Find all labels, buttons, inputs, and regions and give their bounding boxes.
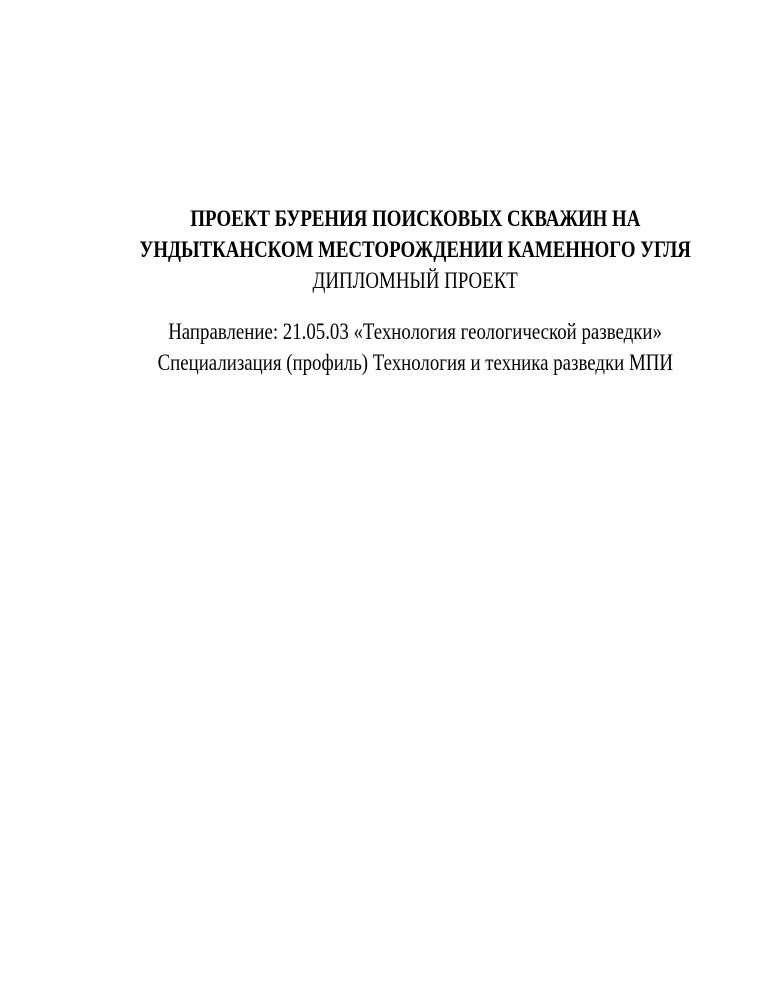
title-page-content: [113, 0, 717, 378]
document-title-line-1: ПРОЕКТ БУРЕНИЯ ПОИСКОВЫХ СКВАЖИН НА: [190, 206, 640, 231]
document-type-subtitle: ДИПЛОМНЫЙ ПРОЕКТ: [312, 268, 518, 293]
blank-line-spacer: [113, 296, 717, 316]
document-title-line-2: УНДЫТКАНСКОМ МЕСТОРОЖДЕНИИ КАМЕННОГО УГЛЯ: [139, 237, 691, 262]
direction-line: Направление: 21.05.03 «Технология геологической разведки»: [168, 319, 662, 344]
specialization-line: Специализация (профиль) Технология и техника разведки МПИ: [157, 350, 673, 375]
